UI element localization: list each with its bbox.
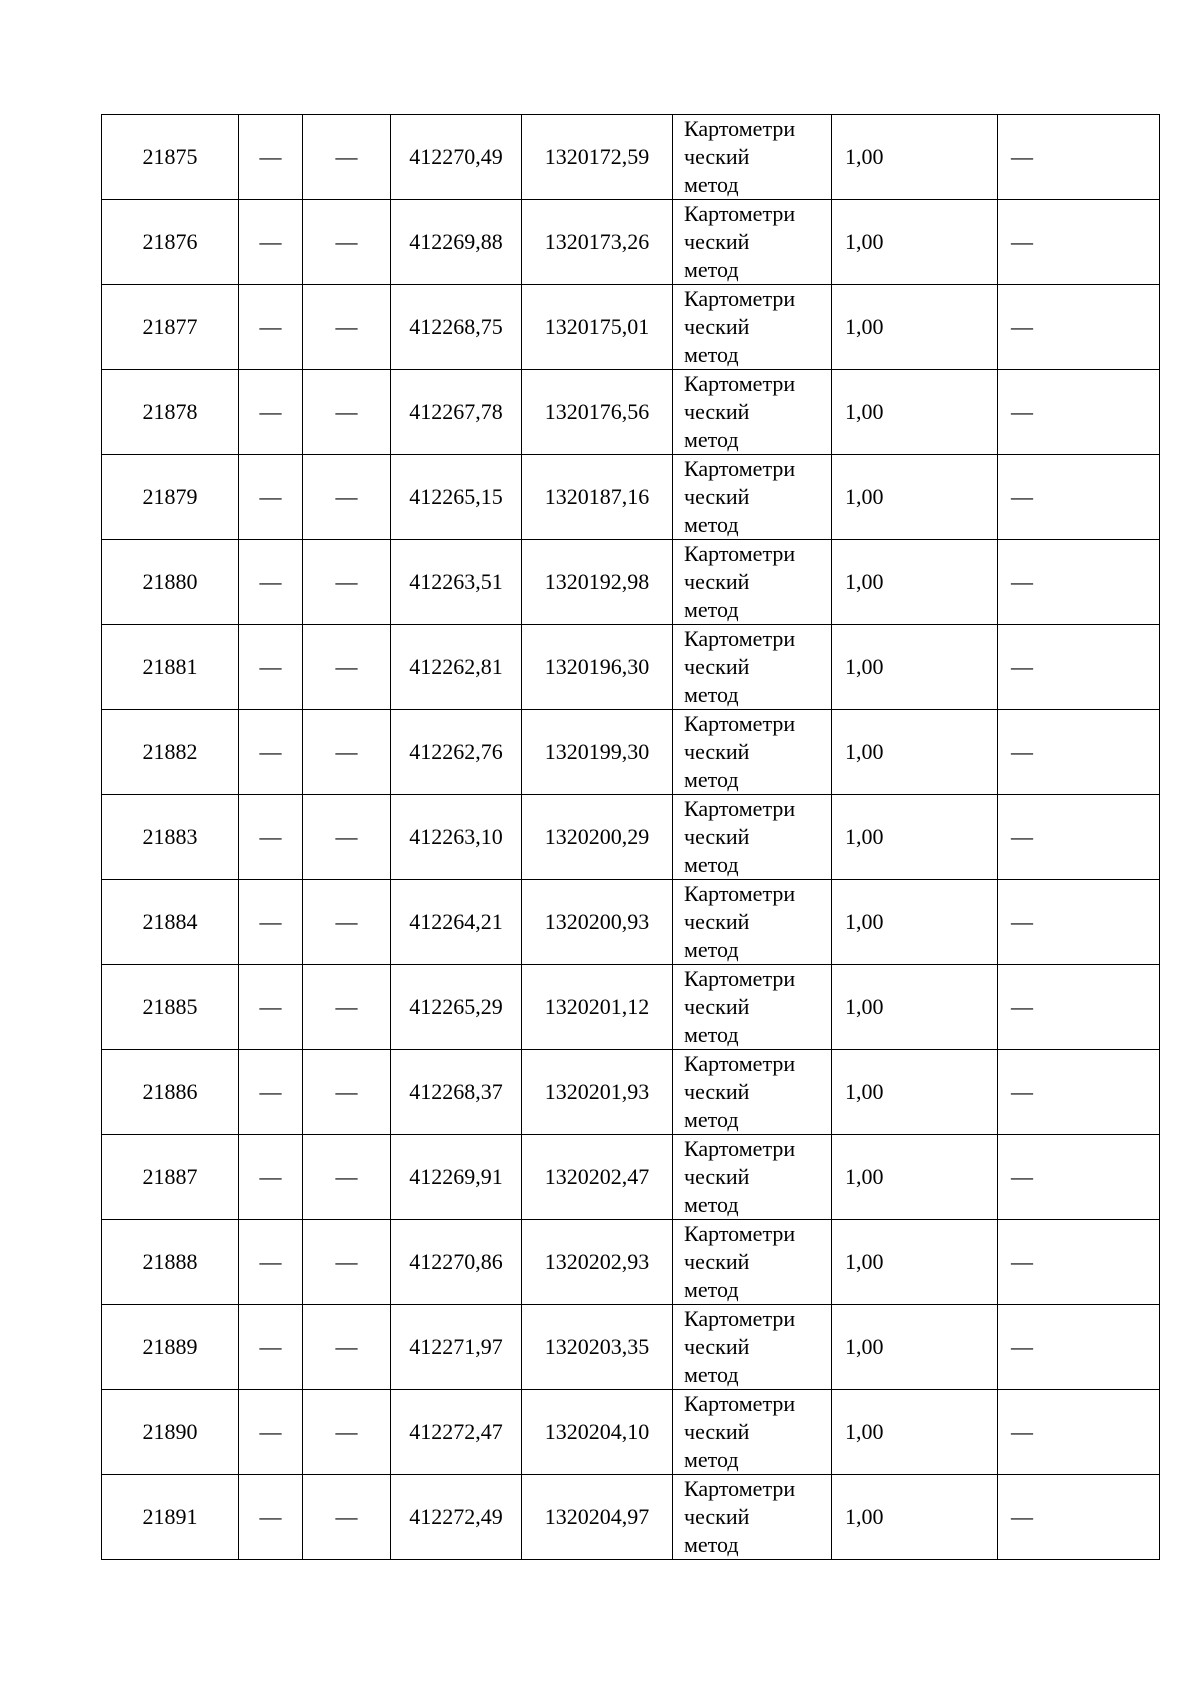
dash-cell-2: — [239,115,303,200]
x-coordinate-cell: 412263,10 [391,795,522,880]
table-row [102,1390,1160,1475]
description-cell: — [998,540,1160,625]
table-row [102,965,1160,1050]
table-row [102,1135,1160,1220]
table-row [102,370,1160,455]
table-row [102,1305,1160,1390]
table-row [102,710,1160,795]
point-number-cell: 21877 [102,285,239,370]
x-coordinate-cell: 412262,76 [391,710,522,795]
x-coordinate-cell: 412265,15 [391,455,522,540]
accuracy-cell: 1,00 [832,1050,998,1135]
table-body [102,115,1160,1560]
dash-cell-2: — [239,455,303,540]
dash-cell-2: — [239,1390,303,1475]
dash-cell-3: — [303,1220,391,1305]
y-coordinate-cell: 1320176,56 [522,370,673,455]
dash-cell-2: — [239,370,303,455]
method-cell: Картометри ческий метод [673,795,832,880]
dash-cell-2: — [239,1305,303,1390]
y-coordinate-cell: 1320202,47 [522,1135,673,1220]
y-coordinate-cell: 1320202,93 [522,1220,673,1305]
description-cell: — [998,1390,1160,1475]
description-cell: — [998,370,1160,455]
table-row [102,880,1160,965]
x-coordinate-cell: 412268,37 [391,1050,522,1135]
y-coordinate-cell: 1320172,59 [522,115,673,200]
dash-cell-3: — [303,285,391,370]
method-cell: Картометри ческий метод [673,1390,832,1475]
dash-cell-2: — [239,1220,303,1305]
description-cell: — [998,1050,1160,1135]
dash-cell-2: — [239,285,303,370]
table-row [102,1475,1160,1560]
point-number-cell: 21875 [102,115,239,200]
point-number-cell: 21876 [102,200,239,285]
method-cell: Картометри ческий метод [673,965,832,1050]
point-number-cell: 21883 [102,795,239,880]
description-cell: — [998,1220,1160,1305]
y-coordinate-cell: 1320203,35 [522,1305,673,1390]
description-cell: — [998,115,1160,200]
x-coordinate-cell: 412267,78 [391,370,522,455]
description-cell: — [998,625,1160,710]
x-coordinate-cell: 412269,91 [391,1135,522,1220]
table-row [102,540,1160,625]
dash-cell-2: — [239,625,303,710]
y-coordinate-cell: 1320196,30 [522,625,673,710]
x-coordinate-cell: 412272,47 [391,1390,522,1475]
point-number-cell: 21886 [102,1050,239,1135]
y-coordinate-cell: 1320200,29 [522,795,673,880]
table-row [102,285,1160,370]
description-cell: — [998,285,1160,370]
table-row [102,1220,1160,1305]
description-cell: — [998,1135,1160,1220]
method-cell: Картометри ческий метод [673,455,832,540]
x-coordinate-cell: 412270,49 [391,115,522,200]
x-coordinate-cell: 412263,51 [391,540,522,625]
description-cell: — [998,710,1160,795]
point-number-cell: 21879 [102,455,239,540]
description-cell: — [998,1305,1160,1390]
dash-cell-3: — [303,370,391,455]
dash-cell-2: — [239,200,303,285]
x-coordinate-cell: 412265,29 [391,965,522,1050]
y-coordinate-cell: 1320187,16 [522,455,673,540]
method-cell: Картометри ческий метод [673,540,832,625]
accuracy-cell: 1,00 [832,115,998,200]
y-coordinate-cell: 1320175,01 [522,285,673,370]
coordinates-table [101,114,1160,1560]
table-row [102,200,1160,285]
y-coordinate-cell: 1320173,26 [522,200,673,285]
dash-cell-3: — [303,1135,391,1220]
dash-cell-2: — [239,1050,303,1135]
dash-cell-3: — [303,455,391,540]
y-coordinate-cell: 1320192,98 [522,540,673,625]
method-cell: Картометри ческий метод [673,370,832,455]
dash-cell-3: — [303,1475,391,1560]
y-coordinate-cell: 1320201,93 [522,1050,673,1135]
y-coordinate-cell: 1320200,93 [522,880,673,965]
dash-cell-2: — [239,540,303,625]
method-cell: Картометри ческий метод [673,710,832,795]
point-number-cell: 21878 [102,370,239,455]
accuracy-cell: 1,00 [832,1305,998,1390]
x-coordinate-cell: 412262,81 [391,625,522,710]
point-number-cell: 21882 [102,710,239,795]
description-cell: — [998,200,1160,285]
dash-cell-3: — [303,115,391,200]
dash-cell-3: — [303,965,391,1050]
x-coordinate-cell: 412269,88 [391,200,522,285]
accuracy-cell: 1,00 [832,1390,998,1475]
dash-cell-2: — [239,965,303,1050]
y-coordinate-cell: 1320201,12 [522,965,673,1050]
point-number-cell: 21887 [102,1135,239,1220]
point-number-cell: 21884 [102,880,239,965]
dash-cell-3: — [303,710,391,795]
dash-cell-3: — [303,880,391,965]
x-coordinate-cell: 412271,97 [391,1305,522,1390]
method-cell: Картометри ческий метод [673,880,832,965]
y-coordinate-cell: 1320199,30 [522,710,673,795]
table-row [102,795,1160,880]
dash-cell-3: — [303,1050,391,1135]
method-cell: Картометри ческий метод [673,1475,832,1560]
method-cell: Картометри ческий метод [673,115,832,200]
point-number-cell: 21889 [102,1305,239,1390]
dash-cell-2: — [239,880,303,965]
dash-cell-3: — [303,795,391,880]
accuracy-cell: 1,00 [832,880,998,965]
description-cell: — [998,1475,1160,1560]
accuracy-cell: 1,00 [832,200,998,285]
x-coordinate-cell: 412272,49 [391,1475,522,1560]
dash-cell-2: — [239,710,303,795]
y-coordinate-cell: 1320204,10 [522,1390,673,1475]
accuracy-cell: 1,00 [832,540,998,625]
point-number-cell: 21880 [102,540,239,625]
method-cell: Картометри ческий метод [673,1050,832,1135]
point-number-cell: 21881 [102,625,239,710]
method-cell: Картометри ческий метод [673,1220,832,1305]
method-cell: Картометри ческий метод [673,285,832,370]
method-cell: Картометри ческий метод [673,625,832,710]
table-row [102,455,1160,540]
y-coordinate-cell: 1320204,97 [522,1475,673,1560]
accuracy-cell: 1,00 [832,795,998,880]
accuracy-cell: 1,00 [832,1135,998,1220]
dash-cell-2: — [239,1475,303,1560]
point-number-cell: 21885 [102,965,239,1050]
accuracy-cell: 1,00 [832,710,998,795]
dash-cell-2: — [239,795,303,880]
x-coordinate-cell: 412270,86 [391,1220,522,1305]
accuracy-cell: 1,00 [832,285,998,370]
method-cell: Картометри ческий метод [673,200,832,285]
point-number-cell: 21890 [102,1390,239,1475]
dash-cell-3: — [303,625,391,710]
point-number-cell: 21888 [102,1220,239,1305]
x-coordinate-cell: 412268,75 [391,285,522,370]
description-cell: — [998,880,1160,965]
dash-cell-3: — [303,540,391,625]
description-cell: — [998,965,1160,1050]
dash-cell-3: — [303,200,391,285]
table-row [102,115,1160,200]
accuracy-cell: 1,00 [832,370,998,455]
method-cell: Картометри ческий метод [673,1305,832,1390]
dash-cell-3: — [303,1390,391,1475]
point-number-cell: 21891 [102,1475,239,1560]
accuracy-cell: 1,00 [832,625,998,710]
table-row [102,625,1160,710]
x-coordinate-cell: 412264,21 [391,880,522,965]
description-cell: — [998,795,1160,880]
dash-cell-3: — [303,1305,391,1390]
accuracy-cell: 1,00 [832,455,998,540]
method-cell: Картометри ческий метод [673,1135,832,1220]
dash-cell-2: — [239,1135,303,1220]
accuracy-cell: 1,00 [832,965,998,1050]
accuracy-cell: 1,00 [832,1475,998,1560]
accuracy-cell: 1,00 [832,1220,998,1305]
description-cell: — [998,455,1160,540]
table-row [102,1050,1160,1135]
